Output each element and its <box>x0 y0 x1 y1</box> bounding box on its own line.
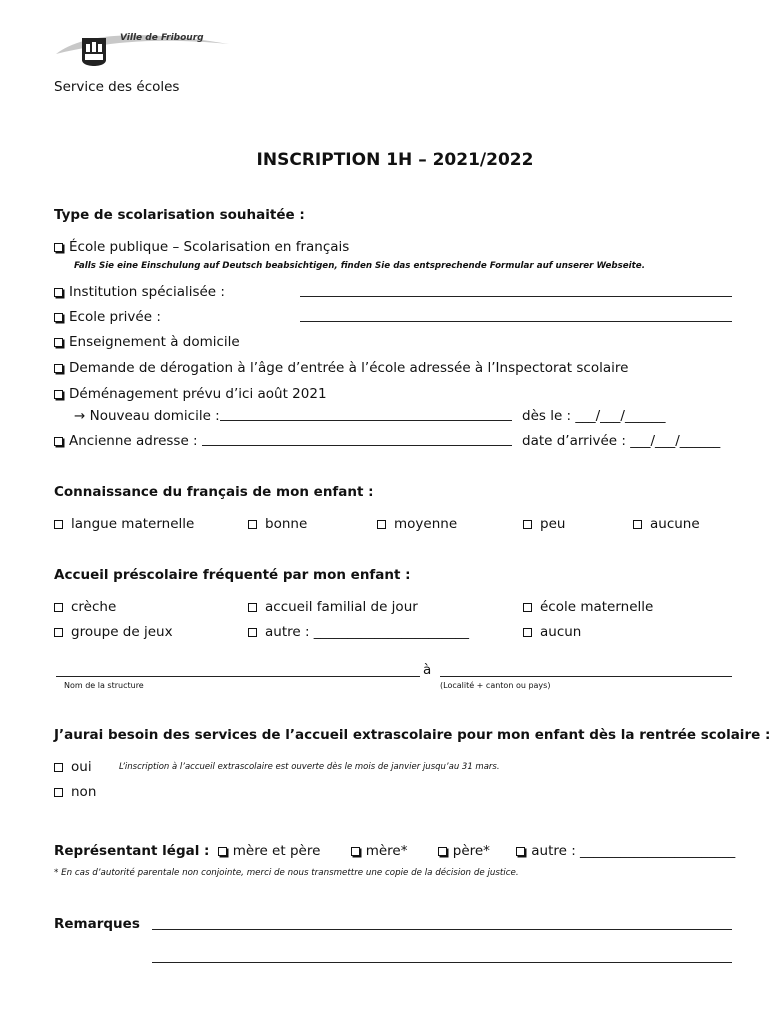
option-none[interactable]: aucune <box>633 515 700 533</box>
option-both-parents[interactable]: mère et père <box>232 843 321 859</box>
option-family-care[interactable]: accueil familial de jour <box>248 598 418 616</box>
checkbox-icon[interactable] <box>218 847 227 856</box>
checkbox-icon[interactable] <box>54 628 63 637</box>
option-no-preschool[interactable]: aucun <box>523 623 581 641</box>
remarks-label: Remarques <box>54 916 140 932</box>
option-medium[interactable]: moyenne <box>377 515 457 533</box>
at-label: à <box>423 662 432 678</box>
checkbox-icon[interactable] <box>54 338 63 347</box>
checkbox-icon[interactable] <box>351 847 360 856</box>
checkbox-icon[interactable] <box>248 628 257 637</box>
option-playgroup[interactable]: groupe de jeux <box>54 623 173 641</box>
option-mother[interactable]: mère* <box>365 843 408 859</box>
checkbox-icon[interactable] <box>523 520 532 529</box>
option-yes[interactable]: oui <box>54 758 92 776</box>
checkbox-icon[interactable] <box>54 763 63 772</box>
remarks-field-1[interactable] <box>152 929 732 930</box>
checkbox-icon[interactable] <box>54 437 63 446</box>
german-form-note: Falls Sie eine Einschulung auf Deutsch beabsichtigen, finden Sie das entsprechende Formular auf unserer Webseite. <box>74 261 646 271</box>
option-native-language[interactable]: langue maternelle <box>54 515 194 533</box>
checkbox-icon[interactable] <box>54 390 63 399</box>
option-no[interactable]: non <box>54 783 96 801</box>
extracurricular-heading: J’aurai besoin des services de l’accueil extrascolaire pour mon enfant dès la rentrée scolaire : <box>54 727 770 743</box>
option-little[interactable]: peu <box>523 515 565 533</box>
legal-representative-row <box>54 842 735 860</box>
custody-footnote: * En cas d’autorité parentale non conjointe, merci de nous transmettre une copie de la décision de justice. <box>54 868 519 878</box>
checkbox-icon[interactable] <box>248 520 257 529</box>
private-school-field[interactable] <box>300 321 732 322</box>
arrival-date-field[interactable]: date d’arrivée : ___/___/______ <box>522 433 721 449</box>
option-father[interactable]: père* <box>452 843 490 859</box>
checkbox-icon[interactable] <box>377 520 386 529</box>
option-old-address[interactable]: Ancienne adresse : <box>54 432 198 450</box>
option-good[interactable]: bonne <box>248 515 307 533</box>
option-moving[interactable]: Déménagement prévu d’ici août 2021 <box>54 385 327 403</box>
option-private-school[interactable]: Ecole privée : <box>54 308 161 326</box>
option-other-representative[interactable]: autre : _______________________ <box>531 843 736 859</box>
preschool-heading: Accueil préscolaire fréquenté par mon enfant : <box>54 567 411 583</box>
checkbox-icon[interactable] <box>54 603 63 612</box>
structure-caption: Nom de la structure <box>64 681 144 690</box>
legal-representative-label: Représentant légal : <box>54 843 210 859</box>
checkbox-icon[interactable] <box>54 788 63 797</box>
new-home-label: → Nouveau domicile : <box>74 408 220 424</box>
checkbox-icon[interactable] <box>54 520 63 529</box>
old-address-field[interactable] <box>202 445 512 446</box>
checkbox-icon[interactable] <box>633 520 642 529</box>
remarks-field-2[interactable] <box>152 962 732 963</box>
page-title: INSCRIPTION 1H – 2021/2022 <box>256 150 534 170</box>
checkbox-icon[interactable] <box>54 313 63 322</box>
french-knowledge-heading: Connaissance du français de mon enfant : <box>54 484 374 500</box>
option-nursery-school[interactable]: école maternelle <box>523 598 653 616</box>
logo-text: Ville de Fribourg <box>120 33 204 43</box>
option-other-preschool[interactable]: autre : _______________________ <box>248 623 469 641</box>
option-creche[interactable]: crèche <box>54 598 116 616</box>
option-derogation[interactable]: Demande de dérogation à l’âge d’entrée à l’école adressée à l’Inspectorat scolaire <box>54 359 628 377</box>
checkbox-icon[interactable] <box>54 243 63 252</box>
checkbox-icon[interactable] <box>54 364 63 373</box>
option-public-school[interactable]: École publique – Scolarisation en français <box>54 238 349 256</box>
since-date-field[interactable]: dès le : ___/___/______ <box>522 408 666 424</box>
new-home-field[interactable] <box>220 420 512 421</box>
extracurricular-note: L’inscription à l’accueil extrascolaire est ouverte dès le mois de janvier jusqu’au 31 mars. <box>119 762 500 772</box>
checkbox-icon[interactable] <box>523 603 532 612</box>
checkbox-icon[interactable] <box>248 603 257 612</box>
locality-caption: (Localité + canton ou pays) <box>440 681 551 690</box>
service-name: Service des écoles <box>54 79 180 95</box>
option-special-institution[interactable]: Institution spécialisée : <box>54 283 225 301</box>
structure-name-field[interactable] <box>56 676 420 677</box>
checkbox-icon[interactable] <box>523 628 532 637</box>
locality-field[interactable] <box>440 676 732 677</box>
special-institution-field[interactable] <box>300 296 732 297</box>
checkbox-icon[interactable] <box>438 847 447 856</box>
option-home-schooling[interactable]: Enseignement à domicile <box>54 333 240 351</box>
checkbox-icon[interactable] <box>54 288 63 297</box>
schooling-type-heading: Type de scolarisation souhaitée : <box>54 207 305 223</box>
checkbox-icon[interactable] <box>516 847 525 856</box>
